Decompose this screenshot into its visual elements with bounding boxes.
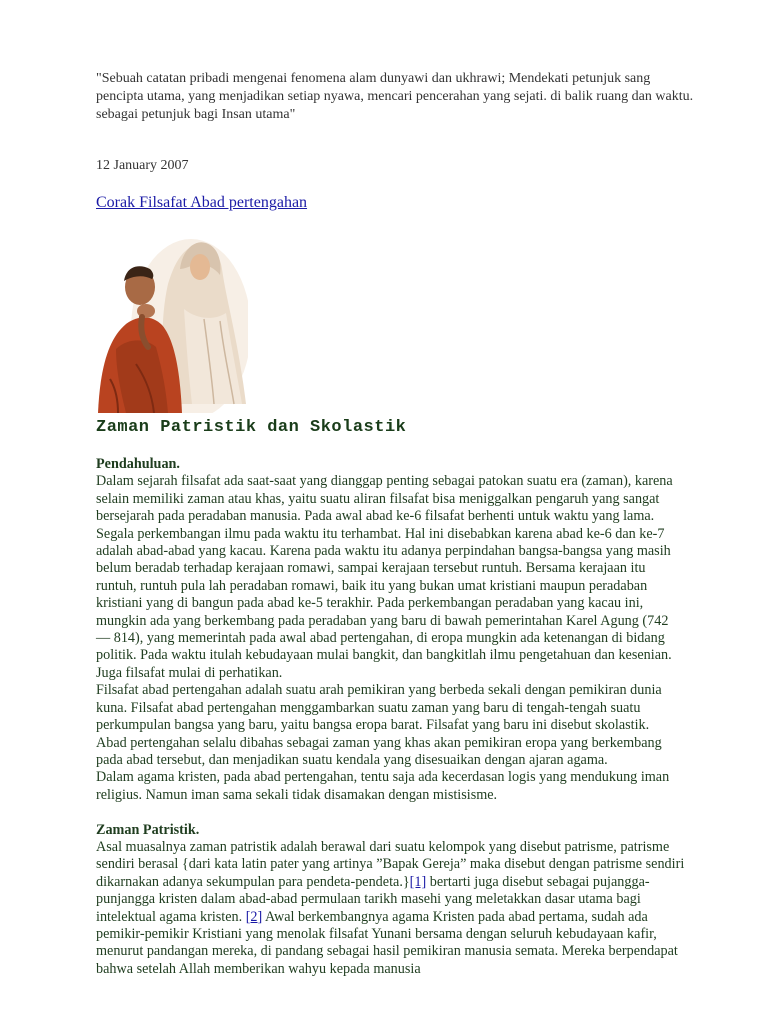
section-title: Zaman Patristik dan Skolastik (96, 418, 407, 437)
intro-paragraph-2: Filsafat abad pertengahan adalah suatu arah pemikiran yang berbeda sekali dengan pemikiran dunia kuna. Filsafat abad pertengahan menggambarkan suatu zaman yang baru di tengah-tengah suatu perkumpulan bangsa yang baru, yaitu bangsa eropa barat. Filsafat yang baru ini disebut skolastik. (96, 682, 662, 734)
post-date: 12 January 2007 (96, 158, 189, 173)
footnote-link-2[interactable]: [2] (245, 908, 263, 925)
intro-paragraph-3: Abad pertengahan selalu dibahas sebagai zaman yang khas akan pemikiran eropa yang berkembang pada abad tersebut, dan menjadikan suatu kendala yang disesuaikan dengan ajaran agama. (96, 734, 662, 768)
illustration-image (96, 229, 248, 413)
post-title-link[interactable]: Corak Filsafat Abad pertengahan (96, 194, 308, 211)
article-body (96, 456, 686, 978)
patristik-heading: Zaman Patristik. (96, 821, 200, 838)
paragraph-gap (96, 804, 686, 821)
blog-quote: "Sebuah catatan pribadi mengenai fenomena alam dunyawi dan ukhrawi; Mendekati petunjuk sang pencipta utama, yang menjadikan setiap nyawa, mencari pencerahan yang sejati. di balik ruang dan waktu. sebagai petunjuk bagi Insan utama" (96, 71, 694, 122)
saints-painting-image (96, 229, 248, 413)
footnote-link-1[interactable]: [1] (409, 873, 427, 890)
intro-paragraph-1: Dalam sejarah filsafat ada saat-saat yang dianggap penting sebagai patokan suatu era (zaman), karena selain memiliki zaman atau khas, yaitu suatu aliran filsafat bisa meniggalkan pengaruh yang sangat bersejarah pada peradaban manusia. Pada awal abad ke-6 filsafat berhenti untuk waktu yang lama. Segala perkembangan ilmu pada waktu itu terhambat. Hal ini disebabkan karena abad ke-6 dan ke-7 adalah abad-abad yang kacau. Karena pada waktu itu adanya perpindahan bangsa-bangsa yang masih belum beradab terhadap kerajaan romawi, sampai kerajaan tersebut runtuh. Bersama kerajaan itu runtuh, runtuh pula lah peradaban romawi, baik itu yang bukan umat kristiani maupun peradaban kristiani yang di bangun pada abad ke-5 terakhir. Pada perkembangan peradaban yang kacau ini, mungkin ada yang berkembang pada peradaban yang baru di bawah pemerintahan Karel Agung (742 — 814), yang memerintah pada awal abad pertengahan, di eropa mungkin ada ketenangan di bidang politik. Pada waktu itulah kebudayaan mulai bangkit, dan bangkitlah ilmu pengetahuan dan kesenian. Juga filsafat mulai di perhatikan. (96, 473, 673, 681)
patristik-paragraph (96, 839, 686, 978)
patristik-text-2: bertarti juga disebut sebagai pujangga-punjangga kristen dalam abad-abad permulaan tarikh masehi yang meletakkan dasar utama bagi intelektual agama kristen. (96, 873, 650, 925)
intro-heading: Pendahuluan. (96, 456, 180, 472)
intro-paragraph-4: Dalam agama kristen, pada abad pertengahan, tentu saja ada kecerdasan logis yang mendukung iman religius. Namun iman sama sekali tidak disamakan dengan mistisisme. (96, 769, 670, 803)
patristik-text-1: Asal muasalnya zaman patristik adalah berawal dari suatu kelompok yang disebut patrisme, patrisme sendiri berasal {dari kata latin pater yang artinya ”Bapak Gereja” maka disebut dengan patrisme sendiri dikarnakan adanya sekumpulan para pendeta-pendeta.} (96, 838, 685, 890)
patristik-text-3: Awal berkembangnya agama Kristen pada abad pertama, sudah ada pemikir-pemikir Kristiani yang menolak filsafat Yunani bersama dengan seluruh kebudayaan kafir, menurut pandangan mereka, di pandang sebagai hasil pemikiran manusia semata. Mereka berpendapat bahwa setelah Allah memberikan wahyu kepada manusia (96, 908, 678, 977)
